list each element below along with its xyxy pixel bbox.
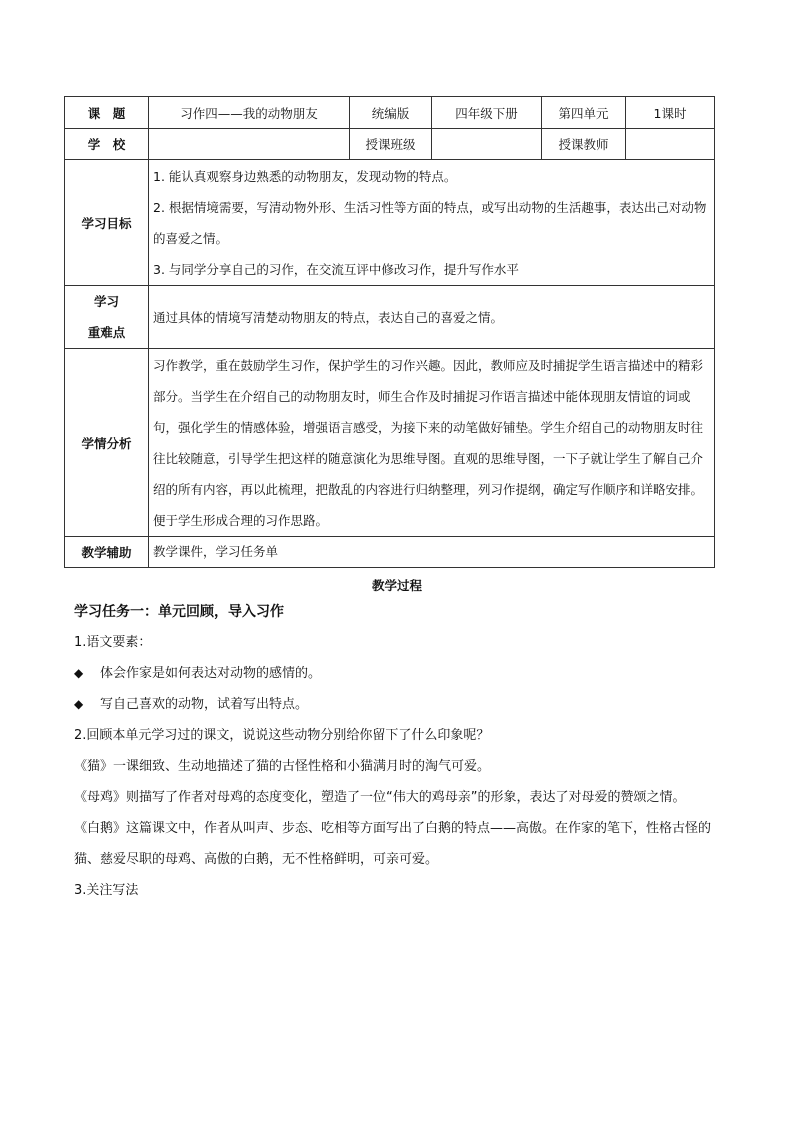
cell-keypoints-content: 通过具体的情境写清楚动物朋友的特点，表达自己的喜爱之情。	[149, 286, 715, 349]
cell-school-label: 学 校	[65, 129, 149, 160]
paragraph-goose: 《白鹅》这篇课文中，作者从叫声、步态、吃相等方面写出了白鹅的特点——高傲。在作家的笔下，性格古怪的猫、慈爱尽职的母鸡、高傲的白鹅，无不性格鲜明，可亲可爱。	[74, 821, 712, 867]
bullet-item-1	[74, 658, 724, 689]
lesson-info-table	[64, 96, 715, 568]
cell-class-value	[432, 129, 542, 160]
cell-teacher-label: 授课教师	[542, 129, 626, 160]
bullet-item-1-text: 体会作家是如何表达对动物的感情的。	[100, 666, 322, 681]
goal-item-3: 3. 与同学分享自己的习作，在交流互评中修改习作，提升写作水平	[153, 261, 519, 277]
goal-item-1: 1. 能认真观察身边熟悉的动物朋友，发现动物的特点。	[153, 168, 457, 184]
cell-topic-label: 课 题	[65, 97, 149, 129]
task1-title: 学习任务一：单元回顾，导入习作	[74, 604, 284, 620]
keypoints-label-line-1: 学习	[93, 294, 119, 309]
table-row-header	[65, 97, 715, 129]
cell-teacher-value	[626, 129, 715, 160]
bullet-item-2-text: 写自己喜欢的动物，试着写出特点。	[100, 697, 309, 712]
cell-keypoints-label	[65, 286, 149, 349]
cell-goals-content	[149, 160, 715, 286]
cell-analysis-content: 习作教学，重在鼓励学生习作，保护学生的习作兴趣。因此，教师应及时捕捉学生语言描述中的精彩部分。当学生在介绍自己的动物朋友时，师生合作及时捕捉习作语言描述中能体现朋友情谊的词或句，强化学生的情感体验，增强语言感受，为接下来的动笔做好铺垫。学生介绍自己的动物朋友时往往比较随意，引导学生把这样的随意演化为思维导图。直观的思维导图，一下子就让学生了解自己介绍的所有内容，再以此梳理，把散乱的内容进行归纳整理，列习作提纲，确定写作顺序和详略安排。便于学生形成合理的习作思路。	[149, 349, 715, 537]
cell-aids-label: 教学辅助	[65, 537, 149, 568]
table-row-aids	[65, 537, 715, 568]
cell-aids-content: 教学课件，学习任务单	[149, 537, 715, 568]
diamond-bullet-icon: ◆	[74, 697, 84, 711]
task1-step-2: 2.回顾本单元学习过的课文，说说这些动物分别给你留下了什么印象呢？	[74, 728, 490, 743]
cell-grade: 四年级下册	[432, 97, 542, 129]
keypoints-label-line-2: 重难点	[87, 325, 126, 340]
cell-class-label: 授课班级	[350, 129, 432, 160]
goal-item-2: 2. 根据情境需要，写清动物外形、生活习性等方面的特点，或写出动物的生活趣事，表达出己对动物的喜爱之情。	[153, 199, 707, 246]
cell-edition: 统编版	[350, 97, 432, 129]
table-row-analysis	[65, 349, 715, 537]
process-title: 教学过程	[371, 578, 422, 593]
cell-unit: 第四单元	[542, 97, 626, 129]
cell-analysis-label: 学情分析	[65, 349, 149, 537]
diamond-bullet-icon: ◆	[74, 666, 84, 680]
cell-topic-value: 习作四——我的动物朋友	[149, 97, 350, 129]
table-row-school	[65, 129, 715, 160]
cell-school-value	[149, 129, 350, 160]
bullet-item-2	[74, 689, 724, 720]
task1-step-1: 1.语文要素：	[74, 635, 152, 650]
paragraph-cat: 《猫》一课细致、生动地描述了猫的古怪性格和小猫满月时的淘气可爱。	[74, 759, 491, 774]
table-row-goals	[65, 160, 715, 286]
task1-step-3: 3.关注写法	[74, 883, 139, 898]
cell-periods: 1课时	[626, 97, 715, 129]
paragraph-hen: 《母鸡》则描写了作者对母鸡的态度变化，塑造了一位“伟大的鸡母亲”的形象，表达了对母爱的赞颂之情。	[74, 790, 686, 805]
task1-section	[74, 597, 724, 906]
cell-goals-label: 学习目标	[65, 160, 149, 286]
table-row-keypoints	[65, 286, 715, 349]
